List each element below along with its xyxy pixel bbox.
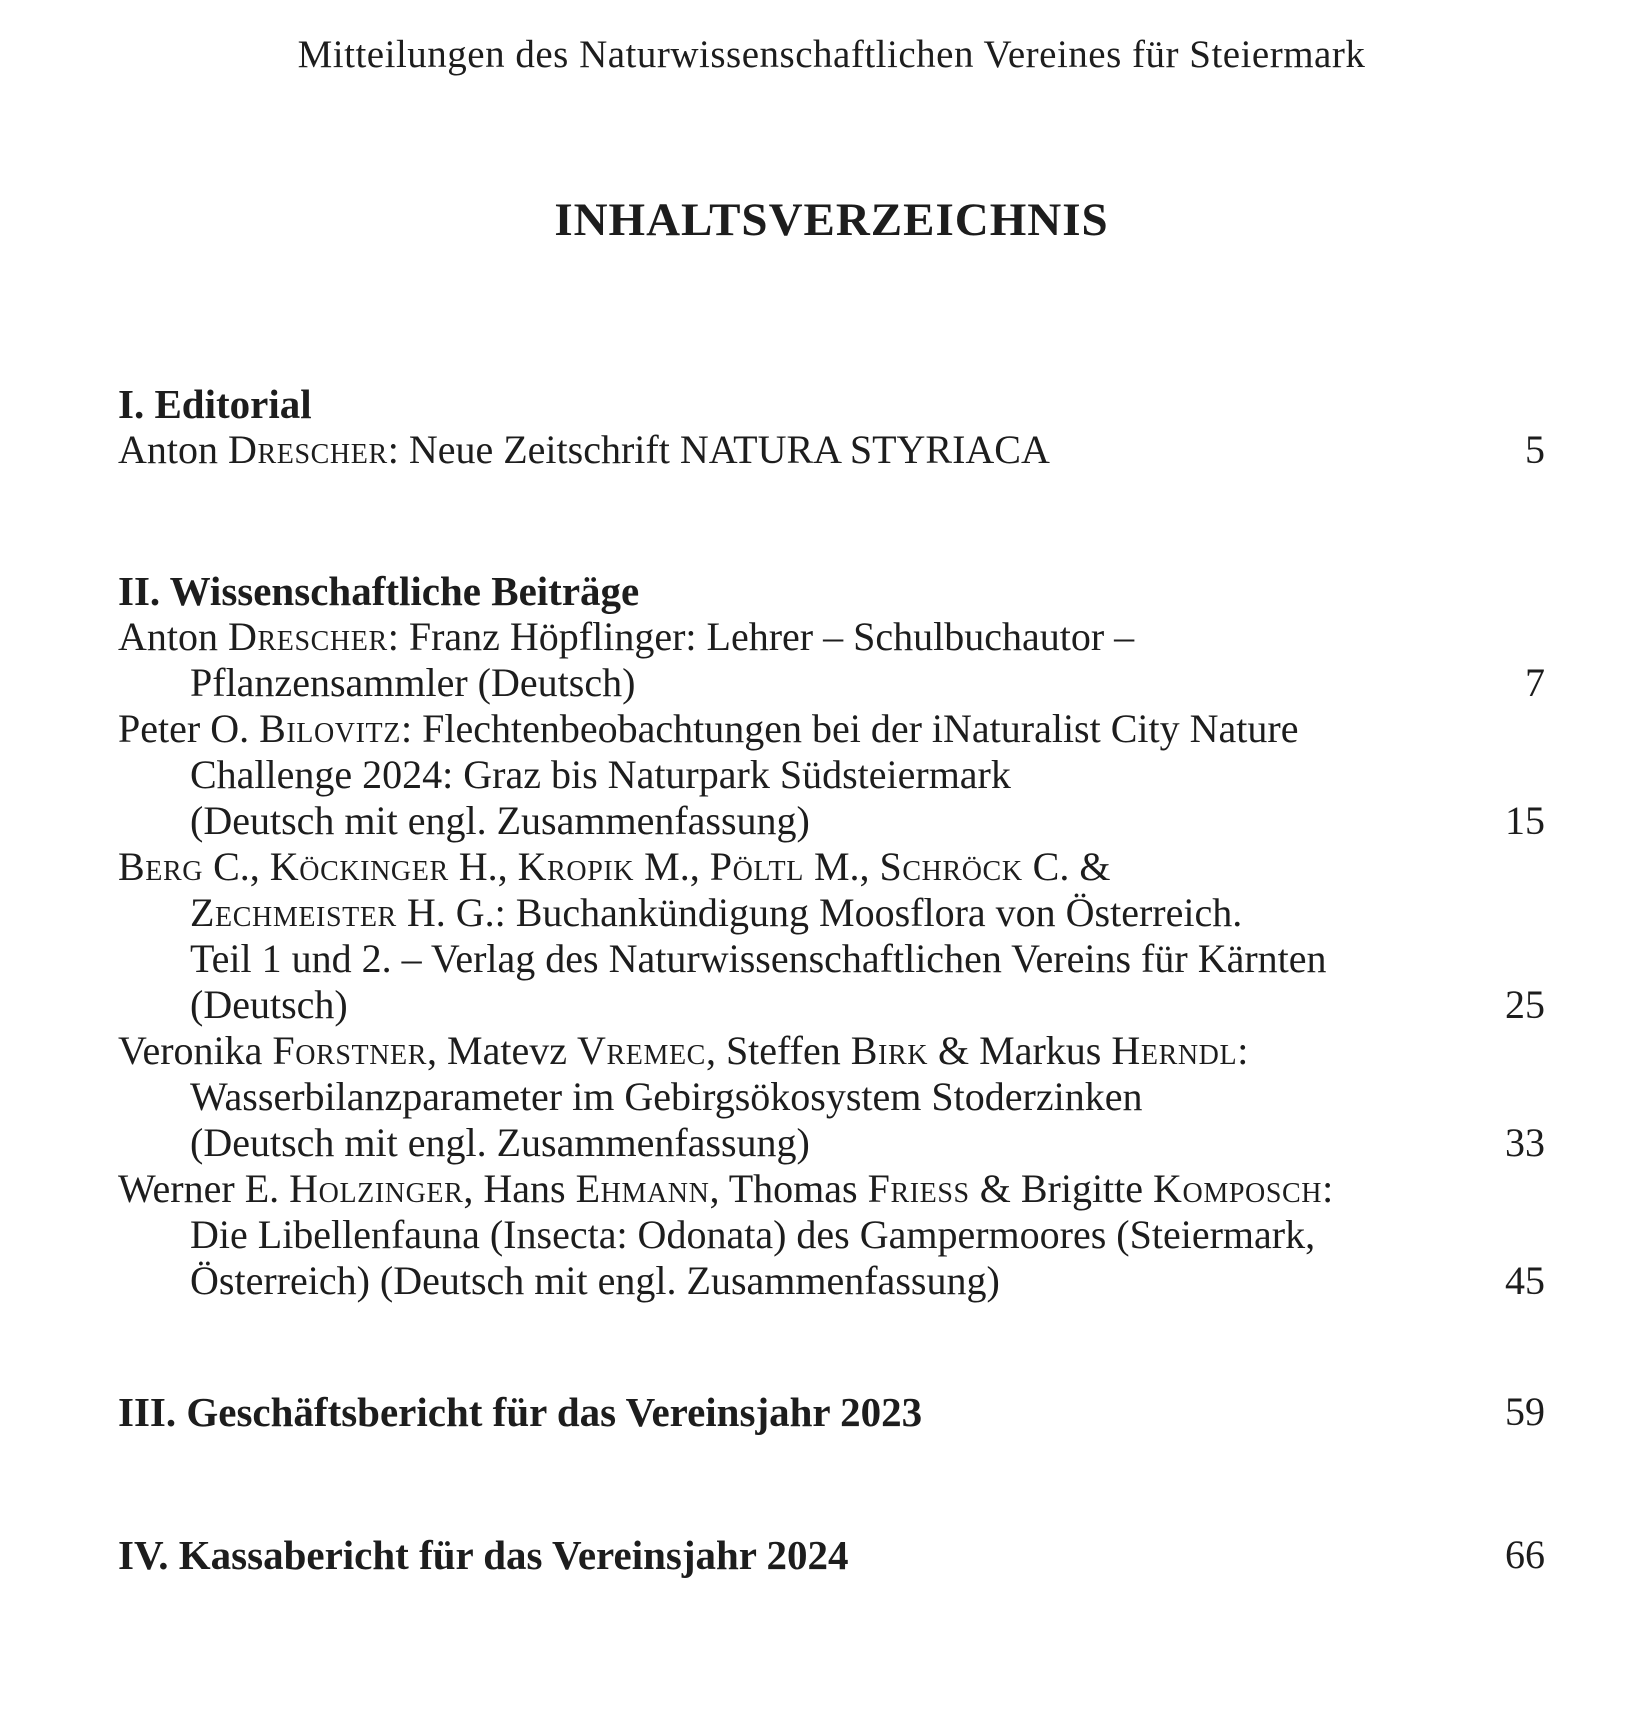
page-number: 5: [1525, 427, 1545, 472]
toc-text-segment: , Matevz: [427, 1028, 577, 1073]
toc-text-segment: H. G.: Buchankündigung Moosflora von Österreich.: [396, 890, 1243, 935]
author-smallcaps: Schröck: [879, 844, 1023, 889]
toc-line-text: [118, 1028, 1248, 1074]
toc-text-segment: : Franz Höpflinger: Lehrer – Schulbuchautor –: [387, 614, 1135, 659]
toc-text-segment: (Deutsch): [190, 982, 348, 1027]
author-smallcaps: Drescher: [228, 427, 388, 472]
toc-text-segment: M.,: [803, 844, 880, 889]
page-number: 33: [1505, 1120, 1545, 1165]
toc-text-segment: C. &: [1022, 844, 1111, 889]
toc-entry: [118, 427, 1545, 473]
toc-line: [118, 427, 1545, 473]
toc-line: [118, 614, 1545, 660]
page-number: 66: [1505, 1532, 1545, 1577]
toc-line-text: [118, 1074, 1142, 1120]
author-smallcaps: Friess: [867, 1166, 970, 1211]
toc-line: [118, 1074, 1545, 1120]
toc-text-segment: , Thomas: [709, 1166, 868, 1211]
author-smallcaps: Kropik: [517, 844, 635, 889]
toc-text-segment: (Deutsch mit engl. Zusammenfassung): [190, 1120, 810, 1165]
toc-line-text: [118, 660, 635, 706]
toc-entry: [118, 1028, 1545, 1166]
toc-line-text: [118, 614, 1134, 660]
toc-line-text: [118, 1166, 1333, 1212]
toc-text-segment: Wasserbilanzparameter im Gebirgsökosystem Stoderzinken: [190, 1074, 1143, 1119]
toc-line-text: [118, 1532, 849, 1578]
section-heading: II. Wissenschaftliche Beiträge: [118, 568, 640, 614]
toc-line: [118, 936, 1545, 982]
toc-text-segment: M.,: [634, 844, 710, 889]
toc-text-segment: Österreich) (Deutsch mit engl. Zusammenfassung): [190, 1258, 1000, 1303]
toc-line: [118, 1028, 1545, 1074]
section-heading-entry: [118, 1532, 1545, 1578]
author-smallcaps: Bilovitz: [259, 706, 401, 751]
author-smallcaps: Herndl: [1111, 1028, 1238, 1073]
toc-line: [118, 706, 1545, 752]
author-smallcaps: Holzinger: [289, 1166, 464, 1211]
toc: [118, 381, 1545, 1578]
toc-text-segment: , Hans: [463, 1166, 576, 1211]
toc-line-text: [118, 1389, 922, 1435]
toc-text-segment: Werner E.: [118, 1166, 290, 1211]
toc-text-segment: Challenge 2024: Graz bis Naturpark Südsteiermark: [190, 752, 1011, 797]
toc-text-segment: IV. Kassabericht für das Vereinsjahr 2024: [118, 1532, 849, 1578]
toc-line: [118, 660, 1545, 706]
toc-text-segment: Pflanzensammler (Deutsch): [190, 660, 636, 705]
toc-text-segment: :: [1237, 1028, 1249, 1073]
toc-line-text: [118, 798, 810, 844]
toc-line: [118, 1258, 1545, 1304]
toc-text-segment: Peter O.: [118, 706, 260, 751]
toc-line: [118, 982, 1545, 1028]
toc-text-segment: , Steffen: [705, 1028, 851, 1073]
toc-entry: [118, 706, 1545, 844]
author-smallcaps: Drescher: [228, 614, 388, 659]
toc-line-text: [118, 936, 1327, 982]
page-title: INHALTSVERZEICHNIS: [554, 194, 1109, 246]
page-number: 25: [1505, 982, 1545, 1027]
page-number: 59: [1505, 1389, 1545, 1434]
author-smallcaps: Pöltl: [709, 844, 804, 889]
author-smallcaps: Vremec: [576, 1028, 706, 1073]
author-smallcaps: Forstner: [272, 1028, 428, 1073]
page-number: 7: [1525, 660, 1545, 705]
section-heading: I. Editorial: [118, 381, 312, 427]
section-heading-entry: [118, 1389, 1545, 1435]
toc-text-segment: (Deutsch mit engl. Zusammenfassung): [190, 798, 810, 843]
journal-running-header: Mitteilungen des Naturwissenschaftlichen Vereines für Steiermark: [297, 33, 1366, 76]
toc-text-segment: Veronika: [118, 1028, 273, 1073]
author-smallcaps: Berg: [118, 844, 204, 889]
toc-text-segment: H.,: [448, 844, 518, 889]
toc-line-text: [118, 706, 1298, 752]
toc-text-segment: & Brigitte: [969, 1166, 1154, 1211]
toc-line-text: [118, 427, 1050, 473]
toc-text-segment: : Neue Zeitschrift NATURA STYRIACA: [387, 427, 1050, 472]
toc-text-segment: Anton: [118, 427, 228, 472]
author-smallcaps: Birk: [850, 1028, 929, 1073]
toc-line: [118, 890, 1545, 936]
toc-line: [118, 752, 1545, 798]
toc-line: [118, 1120, 1545, 1166]
toc-line: [118, 844, 1545, 890]
author-smallcaps: Komposch: [1153, 1166, 1323, 1211]
toc-line-text: [118, 1258, 1000, 1304]
toc-entry: [118, 614, 1545, 706]
author-smallcaps: Köckinger: [269, 844, 449, 889]
author-smallcaps: Zechmeister: [190, 890, 397, 935]
toc-line-text: [118, 1212, 1315, 1258]
author-smallcaps: Ehmann: [575, 1166, 710, 1211]
toc-line: [118, 798, 1545, 844]
toc-text-segment: Anton: [118, 614, 228, 659]
toc-text-segment: :: [1322, 1166, 1334, 1211]
toc-text-segment: Teil 1 und 2. – Verlag des Naturwissenschaftlichen Vereins für Kärnten: [190, 936, 1327, 981]
toc-text-segment: C.,: [203, 844, 270, 889]
toc-text-segment: & Markus: [928, 1028, 1112, 1073]
page-number: 45: [1505, 1258, 1545, 1303]
toc-line-text: [118, 844, 1110, 890]
toc-line-text: [118, 982, 348, 1028]
toc-line-text: [118, 1120, 810, 1166]
toc-entry: [118, 844, 1545, 1028]
toc-text-segment: III. Geschäftsbericht für das Vereinsjahr 2023: [118, 1389, 923, 1435]
toc-line: [118, 1166, 1545, 1212]
page-number: 15: [1505, 798, 1545, 843]
toc-line-text: [118, 890, 1242, 936]
toc-line-text: [118, 752, 1011, 798]
toc-text-segment: Die Libellenfauna (Insecta: Odonata) des Gampermoores (Steiermark,: [190, 1212, 1316, 1257]
toc-entry: [118, 1166, 1545, 1304]
toc-text-segment: : Flechtenbeobachtungen bei der iNaturalist City Nature: [400, 706, 1299, 751]
toc-line: [118, 1212, 1545, 1258]
